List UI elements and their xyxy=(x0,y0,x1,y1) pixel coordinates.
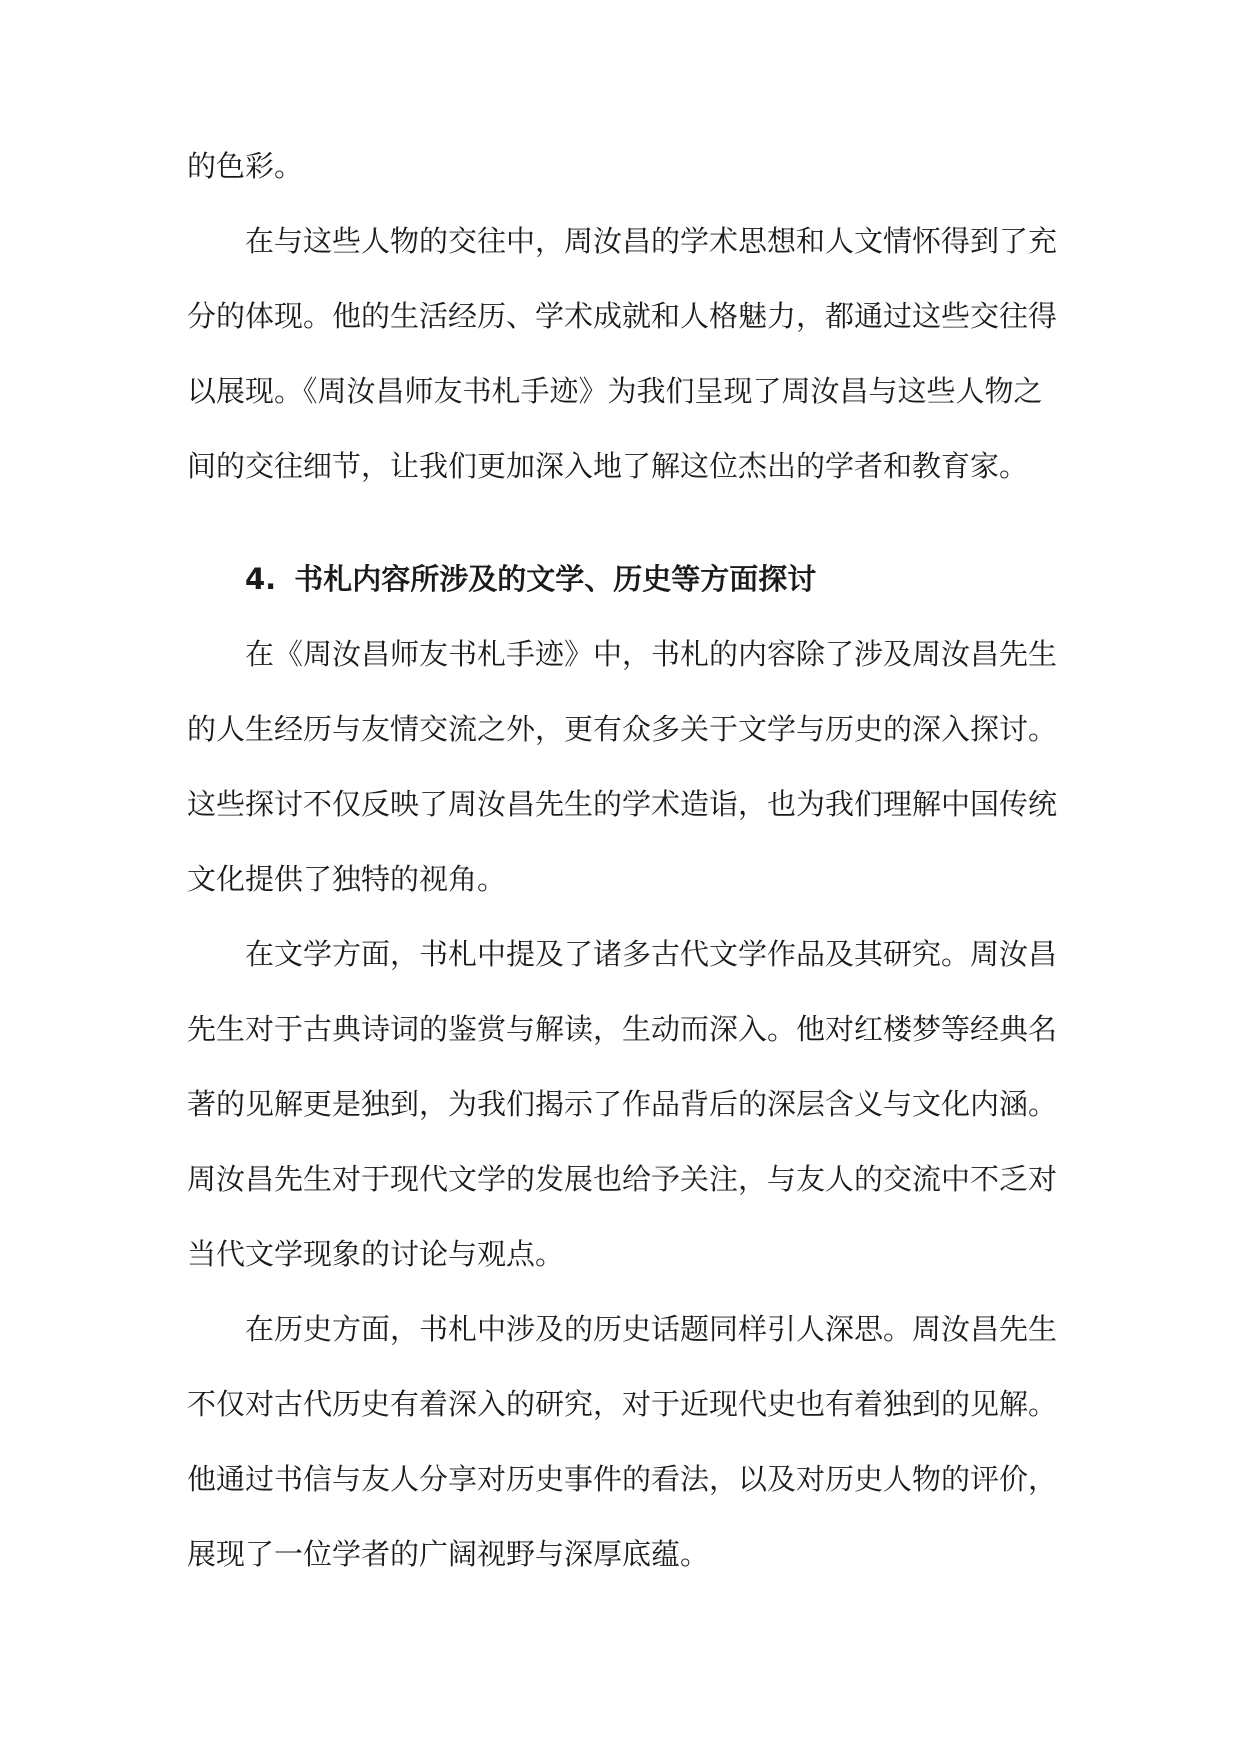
paragraph-line: 以展现。《周汝昌师友书札手迹》为我们呈现了周汝昌与这些人物之 xyxy=(187,374,1043,408)
paragraph-line: 这些探讨不仅反映了周汝昌先生的学术造诣，也为我们理解中国传统 xyxy=(187,787,1058,821)
paragraph-line: 当代文学现象的讨论与观点。 xyxy=(187,1237,565,1271)
paragraph-line: 的人生经历与友情交流之外，更有众多关于文学与历史的深入探讨。 xyxy=(187,712,1058,746)
section-heading xyxy=(245,559,816,599)
paragraph-line: 在《周汝昌师友书札手迹》中，书札的内容除了涉及周汝昌先生 xyxy=(245,637,1058,671)
paragraph-line: 分的体现。他的生活经历、学术成就和人格魅力，都通过这些交往得 xyxy=(187,299,1058,333)
section-number: 4. xyxy=(245,562,277,596)
paragraph-line: 他通过书信与友人分享对历史事件的看法，以及对历史人物的评价， xyxy=(187,1462,1058,1496)
paragraph-line: 著的见解更是独到，为我们揭示了作品背后的深层含义与文化内涵。 xyxy=(187,1087,1058,1121)
paragraph-line: 在与这些人物的交往中，周汝昌的学术思想和人文情怀得到了充 xyxy=(245,224,1058,258)
paragraph-line: 在历史方面，书札中涉及的历史话题同样引人深思。周汝昌先生 xyxy=(245,1312,1058,1346)
paragraph-line: 周汝昌先生对于现代文学的发展也给予关注，与友人的交流中不乏对 xyxy=(187,1162,1058,1196)
paragraph-line: 的色彩。 xyxy=(187,149,304,183)
paragraph-line: 展现了一位学者的广阔视野与深厚底蕴。 xyxy=(187,1537,710,1571)
paragraph-line: 间的交往细节，让我们更加深入地了解这位杰出的学者和教育家。 xyxy=(187,449,1029,483)
paragraph-line: 先生对于古典诗词的鉴赏与解读，生动而深入。他对红楼梦等经典名 xyxy=(187,1012,1058,1046)
paragraph-line: 在文学方面，书札中提及了诸多古代文学作品及其研究。周汝昌 xyxy=(245,937,1058,971)
section-title: 书札内容所涉及的文学、历史等方面探讨 xyxy=(294,562,817,596)
paragraph-line: 文化提供了独特的视角。 xyxy=(187,862,507,896)
paragraph-line: 不仅对古代历史有着深入的研究，对于近现代史也有着独到的见解。 xyxy=(187,1387,1058,1421)
